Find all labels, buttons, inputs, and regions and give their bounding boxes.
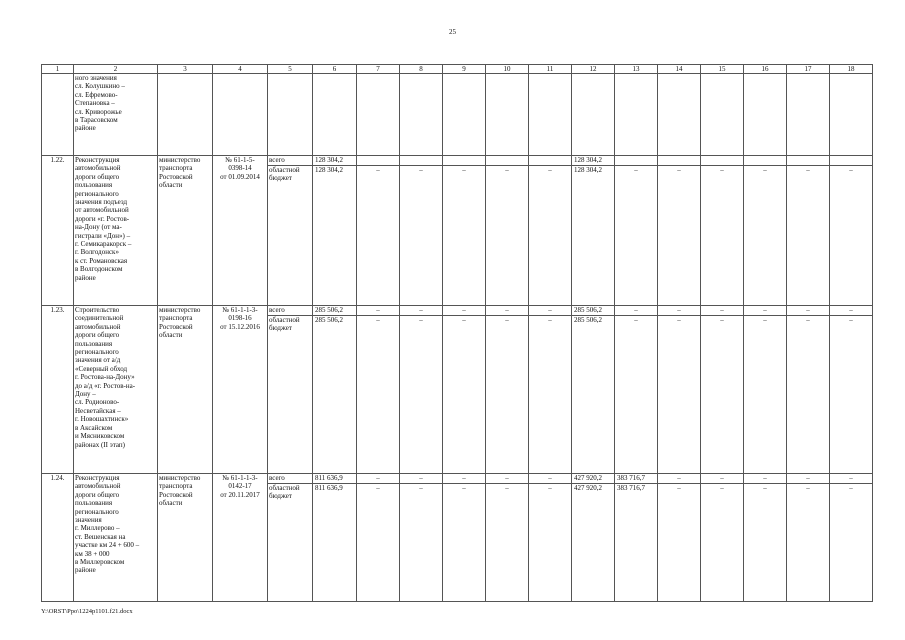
column-number-header: 5: [268, 65, 313, 74]
value-cell: –: [486, 316, 529, 474]
value-cell: –: [658, 484, 701, 602]
footer-file-path: Y:\ORST\Ppo\1224p1101.f21.docx: [41, 608, 133, 615]
empty-cell: [158, 74, 213, 156]
value-cell: [443, 156, 486, 166]
column-number-header: 14: [658, 65, 701, 74]
contract-cell: № 61-1-5- 0398-14 от 01.09.2014: [213, 156, 268, 306]
value-cell: –: [400, 316, 443, 474]
value-cell: –: [486, 474, 529, 484]
funding-source-cell: областной бюджет: [268, 166, 313, 306]
empty-cell: [701, 74, 744, 156]
empty-cell: [313, 74, 357, 156]
value-cell: [529, 156, 572, 166]
value-cell: –: [443, 484, 486, 602]
value-cell: –: [357, 484, 400, 602]
value-cell: –: [830, 484, 873, 602]
continuation-num-cell: [42, 74, 74, 156]
value-cell: 811 636,9: [313, 484, 357, 602]
value-cell: –: [658, 316, 701, 474]
value-cell: –: [357, 316, 400, 474]
column-number-header: 10: [486, 65, 529, 74]
program-table: [41, 64, 873, 602]
item-name-cell: Строительство соединительной автомобильной дороги общего пользования регионального значения от а/д «Северный обход г. Ростова-на-Дону» до а/д «г. Ростов-на- Дону – сл. Родионово- Несветайская – г. Новошахтинск» в Аксайском и Мясниковском районах (II этап): [74, 306, 158, 474]
value-cell: –: [529, 316, 572, 474]
value-cell: 285 506,2: [572, 306, 615, 316]
value-cell: –: [443, 166, 486, 306]
empty-cell: [615, 74, 658, 156]
value-cell: –: [787, 474, 830, 484]
funding-source-cell: всего: [268, 156, 313, 166]
column-number-header: 6: [313, 65, 357, 74]
value-cell: –: [744, 316, 787, 474]
value-cell: 285 506,2: [313, 316, 357, 474]
value-cell: –: [615, 306, 658, 316]
column-number-header: 8: [400, 65, 443, 74]
value-cell: –: [357, 474, 400, 484]
column-number-row: [42, 65, 873, 74]
funding-source-cell: областной бюджет: [268, 484, 313, 602]
value-cell: –: [701, 316, 744, 474]
funding-source-cell: всего: [268, 306, 313, 316]
item-name-cell: Реконструкция автомобильной дороги общего пользования регионального значения подъезд от автомобильной дороги «г. Ростов- на-Дону (от ма- гистрали «Дон») – г. Семикаракорск – г. Волгодонск» к ст. Романовская в Волгодонском районе: [74, 156, 158, 306]
customer-cell: министерство транспорта Ростовской области: [158, 156, 213, 306]
value-cell: –: [744, 474, 787, 484]
customer-cell: министерство транспорта Ростовской области: [158, 306, 213, 474]
value-cell: –: [744, 306, 787, 316]
table-row: [42, 474, 873, 484]
empty-cell: [268, 74, 313, 156]
value-cell: 285 506,2: [572, 316, 615, 474]
value-cell: –: [400, 166, 443, 306]
value-cell: –: [529, 166, 572, 306]
customer-cell: министерство транспорта Ростовской области: [158, 474, 213, 602]
page-number: 25: [449, 28, 456, 36]
program-table-container: [41, 64, 863, 602]
empty-cell: [486, 74, 529, 156]
value-cell: –: [443, 306, 486, 316]
value-cell: –: [830, 474, 873, 484]
value-cell: 811 636,9: [313, 474, 357, 484]
value-cell: [400, 156, 443, 166]
value-cell: –: [486, 484, 529, 602]
value-cell: [357, 156, 400, 166]
contract-cell: № 61-1-1-3- 0142-17 от 20.11.2017: [213, 474, 268, 602]
column-number-header: 17: [787, 65, 830, 74]
value-cell: –: [400, 484, 443, 602]
item-number-cell: 1.22.: [42, 156, 74, 306]
value-cell: 128 304,2: [313, 166, 357, 306]
value-cell: [787, 156, 830, 166]
column-number-header: 2: [74, 65, 158, 74]
value-cell: 285 506,2: [313, 306, 357, 316]
column-number-header: 3: [158, 65, 213, 74]
empty-cell: [572, 74, 615, 156]
value-cell: –: [486, 166, 529, 306]
table-row: [42, 306, 873, 316]
value-cell: –: [658, 306, 701, 316]
value-cell: –: [357, 306, 400, 316]
value-cell: 427 920,2: [572, 484, 615, 602]
value-cell: [744, 156, 787, 166]
value-cell: –: [787, 306, 830, 316]
contract-cell: № 61-1-1-3- 0198-16 от 15.12.2016: [213, 306, 268, 474]
value-cell: –: [529, 306, 572, 316]
value-cell: [486, 156, 529, 166]
value-cell: –: [787, 166, 830, 306]
value-cell: –: [744, 166, 787, 306]
table-body: [42, 74, 873, 602]
value-cell: –: [443, 316, 486, 474]
value-cell: –: [529, 474, 572, 484]
value-cell: –: [830, 166, 873, 306]
empty-cell: [357, 74, 400, 156]
table-row: [42, 156, 873, 166]
value-cell: [701, 156, 744, 166]
value-cell: –: [701, 166, 744, 306]
value-cell: –: [701, 474, 744, 484]
item-name-cell: Реконструкция автомобильной дороги общего пользования регионального значения г. Миллерово – ст. Вешенская на участке км 24 + 600 – км 38 + 000 в Миллеровском районе: [74, 474, 158, 602]
value-cell: 128 304,2: [313, 156, 357, 166]
continuation-name-cell: ного значения сл. Колушкино – сл. Ефремово- Степановка – сл. Криворожье в Тарасовском районе: [74, 74, 158, 156]
value-cell: –: [830, 316, 873, 474]
value-cell: –: [744, 484, 787, 602]
empty-cell: [213, 74, 268, 156]
column-number-header: 12: [572, 65, 615, 74]
column-number-header: 15: [701, 65, 744, 74]
funding-source-cell: областной бюджет: [268, 316, 313, 474]
empty-cell: [443, 74, 486, 156]
funding-source-cell: всего: [268, 474, 313, 484]
empty-cell: [658, 74, 701, 156]
empty-cell: [744, 74, 787, 156]
value-cell: –: [486, 306, 529, 316]
column-number-header: 18: [830, 65, 873, 74]
value-cell: –: [615, 166, 658, 306]
value-cell: [830, 156, 873, 166]
column-number-header: 11: [529, 65, 572, 74]
value-cell: 383 716,7: [615, 474, 658, 484]
item-number-cell: 1.24.: [42, 474, 74, 602]
empty-cell: [529, 74, 572, 156]
value-cell: [615, 156, 658, 166]
value-cell: –: [658, 474, 701, 484]
column-number-header: 7: [357, 65, 400, 74]
continuation-row: [42, 74, 873, 156]
value-cell: –: [529, 484, 572, 602]
value-cell: –: [787, 316, 830, 474]
value-cell: 383 716,7: [615, 484, 658, 602]
value-cell: –: [400, 306, 443, 316]
value-cell: –: [701, 484, 744, 602]
column-number-header: 16: [744, 65, 787, 74]
empty-cell: [787, 74, 830, 156]
value-cell: 128 304,2: [572, 156, 615, 166]
column-number-header: 9: [443, 65, 486, 74]
value-cell: –: [443, 474, 486, 484]
item-number-cell: 1.23.: [42, 306, 74, 474]
value-cell: –: [400, 474, 443, 484]
value-cell: 128 304,2: [572, 166, 615, 306]
column-number-header: 13: [615, 65, 658, 74]
value-cell: –: [658, 166, 701, 306]
empty-cell: [400, 74, 443, 156]
value-cell: 427 920,2: [572, 474, 615, 484]
column-number-header: 4: [213, 65, 268, 74]
value-cell: [658, 156, 701, 166]
column-number-header: 1: [42, 65, 74, 74]
value-cell: –: [787, 484, 830, 602]
value-cell: –: [357, 166, 400, 306]
value-cell: –: [615, 316, 658, 474]
empty-cell: [830, 74, 873, 156]
value-cell: –: [830, 306, 873, 316]
value-cell: –: [701, 306, 744, 316]
